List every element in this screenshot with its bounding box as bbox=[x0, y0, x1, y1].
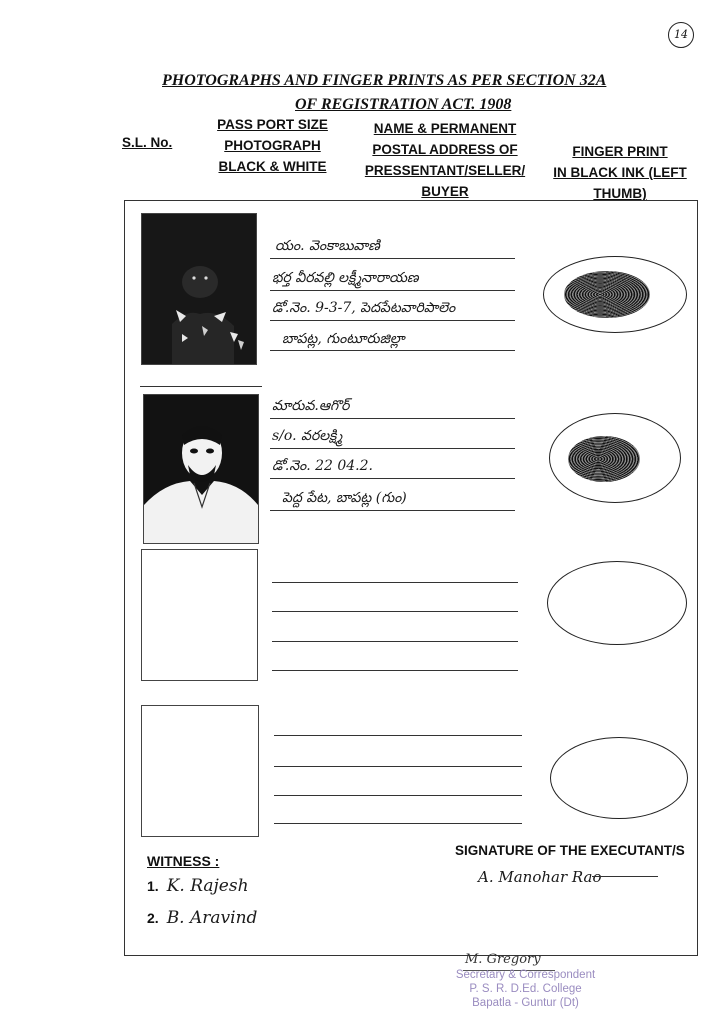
header-photo-line: PASS PORT SIZE bbox=[217, 117, 328, 132]
address-line bbox=[270, 510, 515, 511]
header-finger-line: IN BLACK INK (LEFT bbox=[553, 165, 687, 180]
stamp-line: Secretary & Correspondent bbox=[455, 969, 596, 981]
address-line bbox=[270, 320, 515, 321]
address-text: డో.నెం. 22 04.2. bbox=[272, 458, 373, 474]
header-finger-line: THUMB) bbox=[593, 186, 647, 201]
thumb-print-box bbox=[549, 413, 681, 503]
address-text: డో.నెం. 9-3-7, పెదపేటవారిపాలెం bbox=[272, 300, 456, 316]
page-number: 14 bbox=[668, 22, 694, 48]
address-line bbox=[274, 823, 522, 824]
header-address-line: POSTAL ADDRESS OF bbox=[372, 142, 518, 157]
address-line bbox=[274, 735, 522, 736]
witness-number: 1. bbox=[147, 878, 159, 894]
address-line bbox=[270, 478, 515, 479]
executant-signature: A. Manohar Rao bbox=[478, 868, 602, 886]
passport-photo bbox=[143, 394, 259, 544]
header-address bbox=[350, 118, 540, 202]
header-photo-line: PHOTOGRAPH bbox=[224, 138, 321, 153]
thumb-print-box bbox=[547, 561, 687, 645]
witness-signature: K. Rajesh bbox=[166, 876, 249, 896]
address-line bbox=[270, 418, 515, 419]
address-text: మారువ.ఆగొర్ bbox=[272, 398, 350, 414]
address-line bbox=[272, 582, 518, 583]
witness-entry bbox=[147, 908, 257, 928]
witness-label: WITNESS : bbox=[147, 853, 220, 869]
stamp-signature: M. Gregory bbox=[465, 952, 541, 967]
thumb-print-box bbox=[543, 256, 687, 333]
address-line bbox=[274, 795, 522, 796]
passport-photo bbox=[141, 213, 257, 365]
header-address-line: BUYER bbox=[421, 184, 469, 199]
address-text: బాపట్ల, గుంటూరుజిల్లా bbox=[282, 331, 405, 347]
address-line bbox=[272, 641, 518, 642]
address-line bbox=[270, 448, 515, 449]
address-line bbox=[272, 670, 518, 671]
address-text: యం. వెంకాబువాణి bbox=[275, 238, 380, 254]
passport-photo-empty bbox=[141, 705, 259, 837]
thumb-impression bbox=[564, 271, 650, 318]
witness-signature: B. Aravind bbox=[166, 908, 258, 928]
address-text: s/o. వరలక్ష్మి bbox=[272, 428, 343, 444]
header-address-line: PRESSENTANT/SELLER/ bbox=[364, 163, 526, 178]
header-sl-no: S.L. No. bbox=[122, 135, 173, 150]
header-photo bbox=[205, 114, 340, 177]
college-stamp bbox=[438, 968, 613, 1010]
passport-photo-empty bbox=[141, 549, 258, 681]
address-line bbox=[270, 290, 515, 291]
address-text: భర్త వీరవల్లి లక్ష్మీనారాయణ bbox=[272, 270, 419, 286]
address-line bbox=[272, 611, 518, 612]
photo-portrait-icon bbox=[142, 214, 256, 364]
header-photo-line: BLACK & WHITE bbox=[218, 159, 327, 174]
document-title-line1: PHOTOGRAPHS AND FINGER PRINTS AS PER SECTION 32A bbox=[162, 72, 607, 89]
thumb-impression bbox=[568, 436, 640, 482]
witness-entry bbox=[147, 876, 249, 896]
header-finger-print bbox=[550, 141, 690, 204]
photo-portrait-icon bbox=[144, 395, 258, 543]
address-line bbox=[270, 258, 515, 259]
executant-signature-label: SIGNATURE OF THE EXECUTANT/S bbox=[455, 843, 685, 858]
address-text: పెద్ద పేట, బాపట్ల (గుం) bbox=[282, 490, 407, 506]
address-line bbox=[274, 766, 522, 767]
thumb-print-box bbox=[550, 737, 688, 819]
address-line bbox=[270, 350, 515, 351]
witness-number: 2. bbox=[147, 910, 159, 926]
header-finger-line: FINGER PRINT bbox=[572, 144, 668, 159]
header-address-line: NAME & PERMANENT bbox=[373, 121, 517, 136]
stamp-line: Bapatla - Guntur (Dt) bbox=[472, 997, 579, 1009]
signature-stroke bbox=[592, 876, 658, 877]
stamp-line: P. S. R. D.Ed. College bbox=[469, 983, 582, 995]
document-title-line2: OF REGISTRATION ACT. 1908 bbox=[295, 96, 512, 113]
row-divider bbox=[140, 386, 262, 387]
